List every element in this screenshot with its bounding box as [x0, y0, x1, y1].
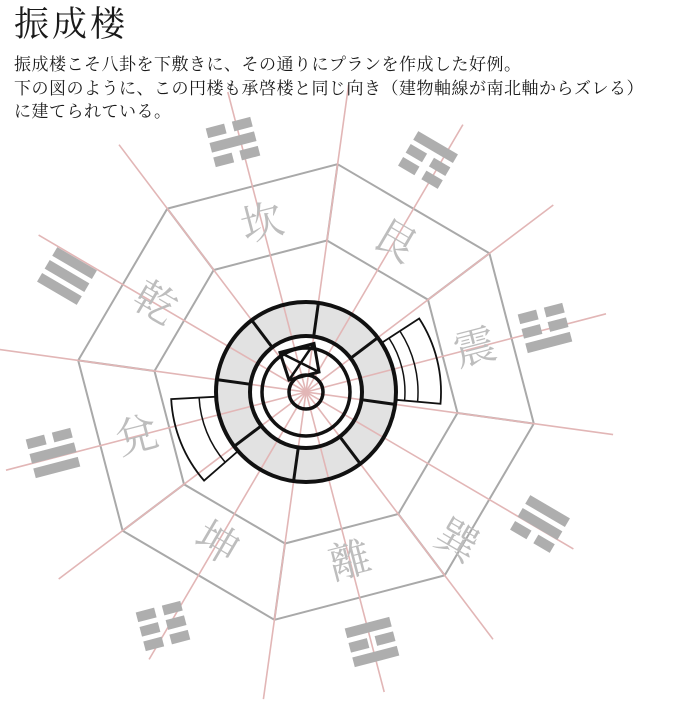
- sector-label-gon: 艮: [365, 209, 426, 272]
- body-text-line: に建てられている。: [14, 102, 172, 121]
- axis-lines: [0, 85, 613, 699]
- sector-label-son: 巽: [427, 509, 488, 572]
- body-text-line: 下の図のように、この円楼も承啓楼と同じ向き（建物軸線が南北軸からズレる）: [14, 78, 644, 98]
- page-title: 振成楼: [14, 5, 129, 44]
- sector-label-kon: 坤: [187, 511, 248, 574]
- body-text-line: 振成楼こそ八卦を下敷きに、その通りにプランを作成した好例。: [14, 55, 522, 74]
- sector-label-shin: 震: [448, 319, 502, 376]
- header: [14, 4, 670, 124]
- sector-label-ken: 乾: [125, 271, 186, 334]
- sector-label-kan: 坎: [235, 194, 289, 251]
- sector-label-ri: 離: [323, 532, 377, 589]
- sector-label-da: 兌: [110, 407, 164, 464]
